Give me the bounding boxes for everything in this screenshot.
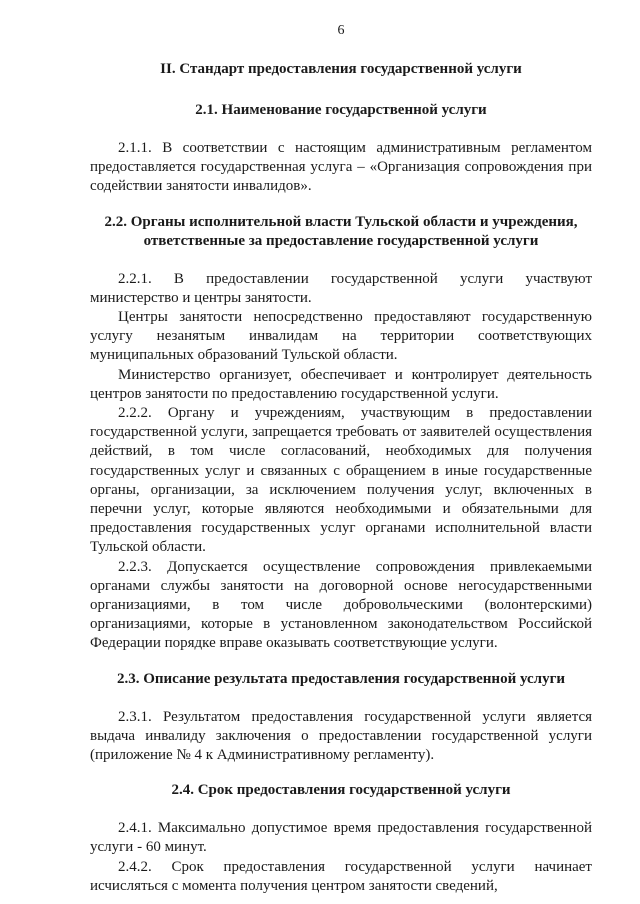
paragraph: 2.2.2. Органу и учреждениям, участвующим в предоставлении государственной услуги, запрещается требовать от заявителей осуществления действий, в том числе согласований, необходимых для получения государственных услуг и связанных с обращением в иные государственные органы, организации, за исключением получения услуг, включенных в перечни услуг, которые являются необходимыми и обязательными для предоставления государственных услуг органами исполнительной власти Тульской области. xyxy=(90,405,592,556)
subsection-title: 2.1. Наименование государственной услуги xyxy=(195,102,487,118)
paragraph: 2.2.1. В предоставлении государственной услуги участвуют министерство и центры занятости. xyxy=(90,270,592,306)
subsection-title: 2.2. Органы исполнительной власти Тульской области и учреждения, ответственные за предоставление государственной услуги xyxy=(104,213,578,249)
paragraph: 2.1.1. В соответствии с настоящим административным регламентом предоставляется государственная услуга – «Организация сопровождения при содействии занятости инвалидов». xyxy=(90,140,592,195)
paragraph: 2.4.2. Срок предоставления государственной услуги начинает исчисляться с момента получения центром занятости сведений, xyxy=(90,858,592,894)
section-title: II. Стандарт предоставления государственной услуги xyxy=(160,61,522,77)
subsection-2-1 xyxy=(90,101,592,197)
page-number: 6 xyxy=(337,23,345,38)
paragraph: 2.2.3. Допускается осуществление сопровождения привлекаемыми органами службы занятости на договорной основе негосударственными организациями, в том числе добровольческими (волонтерскими) организациями, которые в установленном законодательством Российской Федерации порядке вправе оказывать соответствующие услуги. xyxy=(90,558,592,652)
paragraph: Министерство организует, обеспечивает и контролирует деятельность центров занятости по предоставлению государственной услуги. xyxy=(90,366,592,402)
subsection-title: 2.4. Срок предоставления государственной услуги xyxy=(171,782,511,799)
paragraph: 2.3.1. Результатом предоставления государственной услуги является выдача инвалиду заключения о предоставлении государственной услуги (приложение № 4 к Административному регламенту). xyxy=(90,708,592,764)
subsection-2-2 xyxy=(90,213,592,654)
subsection-title: 2.3. Описание результата предоставления государственной услуги xyxy=(116,670,566,687)
paragraph: 2.4.1. Максимально допустимое время предоставления государственной услуги - 60 минут. xyxy=(90,820,592,856)
subsection-2-4 xyxy=(90,781,592,896)
subsection-2-3 xyxy=(90,670,592,766)
paragraph: Центры занятости непосредственно предоставляют государственную услугу незанятым инвалидам на территории соответствующих муниципальных образований Тульской области. xyxy=(90,309,592,364)
